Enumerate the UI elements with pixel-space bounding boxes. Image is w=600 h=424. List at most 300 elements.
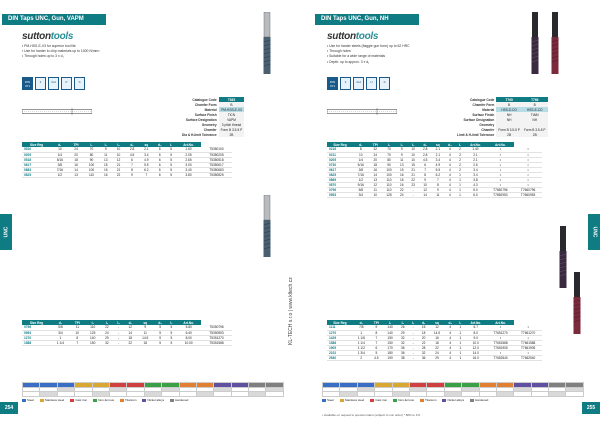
table-cell: 5.0 — [464, 187, 486, 192]
table-cell: 12 — [419, 187, 432, 192]
page-title: DIN Taps UNC, Gun, VAPM — [2, 14, 106, 25]
table-cell: 5 — [166, 325, 176, 330]
table-cell: 5 — [166, 162, 176, 167]
right-page — [300, 0, 600, 424]
table-cell: 10 — [407, 152, 418, 157]
size-code-cell: 0617 — [327, 167, 353, 172]
table-cell: T5350518 — [201, 157, 232, 162]
legend-item: Titanium — [120, 398, 136, 402]
table-cell: • — [487, 177, 515, 182]
table-cell: 1 3/4 — [353, 350, 370, 355]
size-table — [327, 142, 542, 198]
column-header: TPI — [368, 142, 382, 147]
table-cell: 1 — [456, 187, 465, 192]
table-cell: 3/4 — [51, 330, 70, 335]
grid-cell — [427, 392, 444, 397]
table-cell: 90 — [382, 162, 396, 167]
size-code-cell: 0683 — [22, 167, 51, 172]
spec-icons — [22, 77, 85, 90]
table-cell: 2.1 — [139, 147, 153, 152]
table-cell: 4 — [444, 162, 455, 167]
page-title: DIN Taps UNC, Gun, NH — [315, 14, 419, 25]
table-cell: 10.0 — [465, 340, 487, 345]
column-header: d₁ — [353, 142, 368, 147]
table-cell: 8 — [432, 182, 445, 187]
table-cell: 11 — [70, 325, 85, 330]
table-cell: 10 — [70, 330, 85, 335]
table-cell: 110 — [84, 172, 100, 177]
table-cell: 36 — [397, 345, 408, 350]
table-cell: 80 — [84, 152, 100, 157]
table-cell: 2 — [456, 157, 465, 162]
table-cell: 2.6 — [464, 162, 486, 167]
grid-cell — [40, 392, 57, 397]
table-cell: 4.5 — [419, 157, 432, 162]
table-cell: 15 — [407, 162, 418, 167]
table-cell: 1 — [456, 330, 465, 335]
grid-cell — [144, 392, 161, 397]
table-cell: 2.8 — [125, 147, 139, 152]
table-cell: 16 — [99, 167, 112, 172]
table-cell: T5350617 — [201, 162, 232, 167]
table-cell: 24 — [69, 147, 84, 152]
table-cell: 6 — [153, 172, 166, 177]
table-cell: 190 — [383, 355, 397, 360]
table-cell: 5 — [166, 330, 176, 335]
table-cell: 4.9 — [139, 157, 153, 162]
coolant-icon: S — [74, 77, 85, 90]
table-cell: 16 — [396, 172, 407, 177]
table-cell: 3/8 — [353, 167, 368, 172]
material-icon: H — [366, 77, 377, 90]
table-cell: 7 — [70, 340, 85, 345]
table-cell: 3/4 — [353, 192, 368, 197]
table-cell: 8 — [370, 330, 383, 335]
table-cell: T5350953 — [201, 330, 232, 335]
table-cell: T7651905 — [487, 345, 515, 350]
table-cell: 7 — [370, 335, 383, 340]
table-cell: 2.1 — [432, 152, 445, 157]
din-standard-icon: DIN 371 — [22, 77, 33, 90]
table-cell: 11 — [432, 192, 445, 197]
table-cell: 5.80 — [176, 325, 201, 330]
size-code-cell: 0869 — [327, 177, 353, 182]
size-code-cell: 0825 — [22, 172, 51, 177]
table-cell: 1 — [456, 350, 465, 355]
grid-cell — [409, 392, 426, 397]
legend-item: Steel — [322, 398, 334, 402]
table-cell: 6 — [153, 147, 166, 152]
table-cell: 70 — [382, 152, 396, 157]
table-cell: 7 — [370, 340, 383, 345]
table-cell: 5 — [166, 167, 176, 172]
table-cell: 110 — [382, 182, 396, 187]
table-cell: 6 — [370, 345, 383, 350]
column-header: TPI — [370, 320, 383, 325]
table-cell: • — [487, 162, 515, 167]
table-cell: 110 — [382, 177, 396, 182]
table-cell: 2 — [353, 355, 370, 360]
table-cell: 4 — [444, 152, 455, 157]
table-cell: 6 — [153, 167, 166, 172]
column-header: l₁ — [383, 320, 397, 325]
size-code-cell: 0796 — [22, 325, 51, 330]
page-number: 254 — [0, 402, 18, 414]
table-cell: 1 1/4 — [51, 340, 70, 345]
column-header: Size Reg — [327, 142, 353, 147]
table-cell: 10 — [112, 147, 125, 152]
table-cell: 125 — [382, 192, 396, 197]
column-header: L — [166, 142, 176, 147]
brand-logo: suttontools — [327, 31, 379, 42]
legend-item: Steel — [22, 398, 34, 402]
table-cell: T7661905 — [514, 345, 542, 350]
table-cell: 1.60 — [176, 147, 201, 152]
table-cell: 4 — [445, 340, 456, 345]
table-cell: 2.1 — [464, 152, 486, 157]
table-cell: 18 — [137, 340, 154, 345]
size-code-cell: 2222 — [327, 350, 353, 355]
table-cell: 3.80 — [176, 172, 201, 177]
grid-row — [323, 392, 584, 397]
table-cell: 7 — [432, 177, 445, 182]
table-cell: 4 — [444, 157, 455, 162]
table-cell: T7661270 — [514, 330, 542, 335]
table-cell: • — [514, 335, 542, 340]
table-cell: 22 — [429, 345, 444, 350]
column-header: d₄ — [445, 320, 456, 325]
column-header: l₂ — [101, 320, 114, 325]
table-cell: 5 — [370, 350, 383, 355]
table-cell: 100 — [382, 167, 396, 172]
table-cell: 1 1/8 — [353, 335, 370, 340]
column-header: l₃ — [112, 142, 125, 147]
column-header: Size Reg — [22, 142, 51, 147]
size-code-cell: 0205 — [327, 157, 353, 162]
table-row — [22, 340, 232, 345]
grid-cell — [231, 392, 248, 397]
bullet-item: • PM-HSS-E-V3 for superior tool life — [22, 44, 76, 48]
table-cell: 1/4 — [353, 157, 368, 162]
size-code-cell: 1270 — [327, 330, 353, 335]
table-cell: 21 — [112, 167, 125, 172]
table-cell: 140 — [383, 330, 397, 335]
table-cell: T7652540 — [487, 355, 515, 360]
din-standard-icon: DIN 371 — [327, 77, 338, 90]
table-cell: 1 — [456, 345, 465, 350]
brand-logo: suttontools — [22, 31, 74, 42]
table-cell: 5.5 — [139, 162, 153, 167]
material-legend — [322, 398, 488, 402]
legend-item: Nickel alloys — [142, 398, 164, 402]
bullet-item: • Through holes — [327, 49, 351, 54]
legend-item: Non-ferrous — [93, 398, 114, 402]
table-cell: 38 — [397, 355, 408, 360]
table-cell: 150 — [383, 335, 397, 340]
grid-cell — [479, 392, 496, 397]
table-cell: 16 — [429, 335, 444, 340]
table-cell: 15 — [99, 162, 112, 167]
table-cell: - — [407, 192, 418, 197]
table-cell: 22 — [407, 177, 418, 182]
table-cell: 16 — [396, 177, 407, 182]
table-cell: 16 — [396, 182, 407, 187]
table-cell: 15 — [396, 167, 407, 172]
table-cell: T7650796 — [487, 187, 515, 192]
grid-cell — [531, 392, 548, 397]
pitch-icon: 3 — [340, 77, 351, 90]
table-cell: 14.0 — [465, 350, 487, 355]
table-cell: 4 — [445, 345, 456, 350]
table-cell: 32 — [397, 335, 408, 340]
table-cell: T5350683 — [201, 167, 232, 172]
table-cell: 6 — [153, 157, 166, 162]
table-cell: • — [514, 157, 542, 162]
table-cell: 32 — [368, 147, 382, 152]
column-header: d₄ — [153, 142, 166, 147]
page-number: 255 — [582, 402, 600, 414]
grid-cell — [179, 392, 196, 397]
table-cell: 10 — [407, 157, 418, 162]
table-cell: 9 — [99, 147, 112, 152]
table-cell: 110 — [382, 187, 396, 192]
column-header: d₂ — [125, 142, 139, 147]
table-cell: 2 — [456, 167, 465, 172]
table-cell: T7651270 — [487, 330, 515, 335]
column-header: L — [456, 142, 465, 147]
column-header: sq — [432, 142, 445, 147]
column-header: sq — [139, 142, 153, 147]
table-cell: 16 — [368, 167, 382, 172]
size-code-cell: 2540 — [327, 355, 353, 360]
table-cell: 16.0 — [465, 355, 487, 360]
table-cell: 5 — [166, 172, 176, 177]
table-cell: 6 — [125, 157, 139, 162]
tap-image-icon — [572, 272, 582, 334]
table-cell: 150 — [383, 340, 397, 345]
bullet-item: • Through holes up to 3 x d₁ — [22, 54, 64, 59]
table-row — [327, 355, 542, 360]
table-cell: 8.0 — [465, 330, 487, 335]
tap-image-icon — [530, 12, 540, 74]
table-cell: • — [514, 147, 542, 152]
table-cell: 22 — [124, 340, 137, 345]
table-cell: 1/2 — [353, 177, 368, 182]
table-cell: - — [408, 335, 418, 340]
table-cell: 2.1 — [464, 157, 486, 162]
column-header: d₄ — [444, 142, 455, 147]
table-cell: 6.2 — [432, 172, 445, 177]
column-header: Art.No. — [176, 320, 201, 325]
table-cell: 21 — [407, 167, 418, 172]
table-cell: 11 — [137, 330, 154, 335]
table-cell: 22 — [101, 325, 114, 330]
column-header: l₃ — [407, 142, 418, 147]
column-header: TPI — [69, 142, 84, 147]
column-header: l₁ — [85, 320, 101, 325]
table-cell: • — [487, 335, 515, 340]
size-code-cell: 1588 — [22, 340, 51, 345]
table-cell: 24 — [429, 350, 444, 355]
table-cell: 100 — [382, 172, 396, 177]
grid-cell — [92, 392, 109, 397]
grid-cell — [549, 392, 566, 397]
bullet-item: • Suitable for a wide range of materials — [327, 54, 386, 59]
table-cell: 1 — [456, 172, 465, 177]
table-cell: 10.00 — [176, 340, 201, 345]
table-cell: 2 — [456, 147, 465, 152]
table-cell: 7/8 — [353, 325, 370, 330]
table-cell: 9 — [370, 325, 383, 330]
table-cell: 14 — [368, 172, 382, 177]
table-cell: T5350796 — [201, 325, 232, 330]
table-cell: 2.65 — [176, 157, 201, 162]
table-cell: 22 — [112, 172, 125, 177]
table-cell: • — [487, 152, 515, 157]
table-cell: 9 — [137, 325, 154, 330]
tool-spec-table: Catalogue Code T535 Chamfer Form B Material PM-HSS-E-V3 Surface Finish TiCN Surface Designation VAPM Geometry 3 pitch thread Chamfer Form B 3.5-5 P Dia & H-limit Tolerance 2B — [182, 97, 243, 137]
table-cell: 1 1/4 — [353, 340, 370, 345]
table-cell: 2.1 — [432, 147, 445, 152]
table-cell: 5 — [166, 152, 176, 157]
size-code-cell: 0211 — [327, 152, 353, 157]
grid-cell — [375, 392, 392, 397]
feature-bullets — [22, 44, 100, 60]
table-cell: 9.0 — [465, 335, 487, 340]
table-cell: 170 — [383, 345, 397, 350]
table-cell: • — [487, 350, 515, 355]
table-cell: 5/16 — [51, 157, 68, 162]
bullet-item: • Depth: up to approx. 3 x d₁ — [327, 59, 370, 64]
table-cell: 1/2 — [51, 172, 68, 177]
table-cell: T7662540 — [514, 355, 542, 360]
table-cell: 6 — [153, 162, 166, 167]
column-header: d₂ — [418, 320, 429, 325]
table-cell: 1 — [456, 325, 465, 330]
size-table — [22, 320, 232, 346]
table-cell: 3.4 — [432, 157, 445, 162]
table-cell: 20 — [418, 335, 429, 340]
grid-cell — [566, 392, 584, 397]
table-cell: 1 — [456, 192, 465, 197]
tap-diagram-icon — [327, 107, 397, 116]
grid-cell — [392, 392, 409, 397]
tap-diagram-icon — [22, 107, 92, 116]
size-code-cell: 0216 — [327, 147, 353, 152]
table-cell: 1 — [51, 335, 70, 340]
table-cell: 10 — [51, 147, 68, 152]
legend-item: Nickel alloys — [442, 398, 464, 402]
legend-item: Hardened — [170, 398, 188, 402]
table-cell: 10 — [419, 182, 432, 187]
table-cell: 10 — [353, 152, 368, 157]
feature-bullets — [327, 44, 410, 65]
table-cell: - — [408, 350, 418, 355]
table-cell: • — [514, 152, 542, 157]
size-code-cell: 1588 — [327, 340, 353, 345]
table-cell: 6 — [419, 162, 432, 167]
table-cell: T5350205 — [201, 152, 232, 157]
table-cell: 10 — [368, 192, 382, 197]
table-cell: - — [408, 345, 418, 350]
table-cell: 18 — [418, 330, 429, 335]
grid-cell — [323, 392, 340, 397]
column-header: l₃ — [408, 320, 418, 325]
grid-cell — [340, 392, 357, 397]
table-cell: T5351588 — [201, 340, 232, 345]
table-cell: 26 — [397, 325, 408, 330]
table-cell: 2.8 — [419, 147, 432, 152]
table-cell: 9 — [396, 147, 407, 152]
size-code-cell: 0730 — [327, 162, 353, 167]
table-cell: 140 — [383, 325, 397, 330]
section-tab[interactable]: UNC — [588, 214, 600, 250]
table-cell: - — [408, 325, 418, 330]
table-cell: 12.0 — [465, 345, 487, 350]
legend-item: Cast iron — [370, 398, 387, 402]
table-cell: 29 — [429, 355, 444, 360]
table-cell: 23 — [407, 182, 418, 187]
grid-cell — [57, 392, 74, 397]
table-cell: 1/4 — [51, 152, 68, 157]
table-cell: 18 — [429, 340, 444, 345]
table-cell: 32 — [418, 350, 429, 355]
grid-row — [23, 392, 284, 397]
table-cell: 3.8 — [464, 177, 486, 182]
table-cell: 4 — [444, 172, 455, 177]
table-cell: • — [487, 167, 515, 172]
size-code-cell: 1111 — [327, 325, 353, 330]
table-cell: 10 — [407, 147, 418, 152]
grid-cell — [196, 392, 213, 397]
table-cell: 6 — [153, 152, 166, 157]
column-header: Art.No. — [487, 320, 515, 325]
column-header: l₂ — [396, 142, 407, 147]
table-cell: • — [487, 325, 515, 330]
legend-item: Hardened — [470, 398, 488, 402]
tap-image-icon — [550, 12, 560, 74]
column-header: Art.No. — [465, 320, 487, 325]
table-cell: 10 — [112, 152, 125, 157]
table-cell: 21 — [407, 172, 418, 177]
table-cell: 5 — [154, 330, 167, 335]
coolant-icon: S — [379, 77, 390, 90]
table-cell: 150 — [85, 340, 101, 345]
table-cell: T7660953 — [514, 192, 542, 197]
table-cell: 5 — [166, 147, 176, 152]
table-cell: T5350825 — [201, 172, 232, 177]
table-cell: 8.00 — [176, 335, 201, 340]
size-code-cell: 0953 — [327, 192, 353, 197]
grid-cell — [266, 392, 284, 397]
section-tab[interactable]: UNC — [0, 214, 12, 250]
legend-item: Non-ferrous — [393, 398, 414, 402]
table-cell: 13 — [99, 157, 112, 162]
table-cell: 14.5 — [429, 330, 444, 335]
table-cell: T5351270 — [201, 335, 232, 340]
table-cell: 29 — [397, 330, 408, 335]
table-cell: 5 — [166, 340, 176, 345]
table-cell: 32 — [397, 340, 408, 345]
table-cell: - — [408, 355, 418, 360]
column-header: l₃ — [113, 320, 124, 325]
table-cell: 70 — [382, 147, 396, 152]
column-header: sq — [137, 320, 154, 325]
table-cell: 16 — [69, 162, 84, 167]
table-cell: 4.5 — [125, 152, 139, 157]
table-cell: 140 — [85, 335, 101, 340]
table-cell: 1.40 — [464, 147, 486, 152]
